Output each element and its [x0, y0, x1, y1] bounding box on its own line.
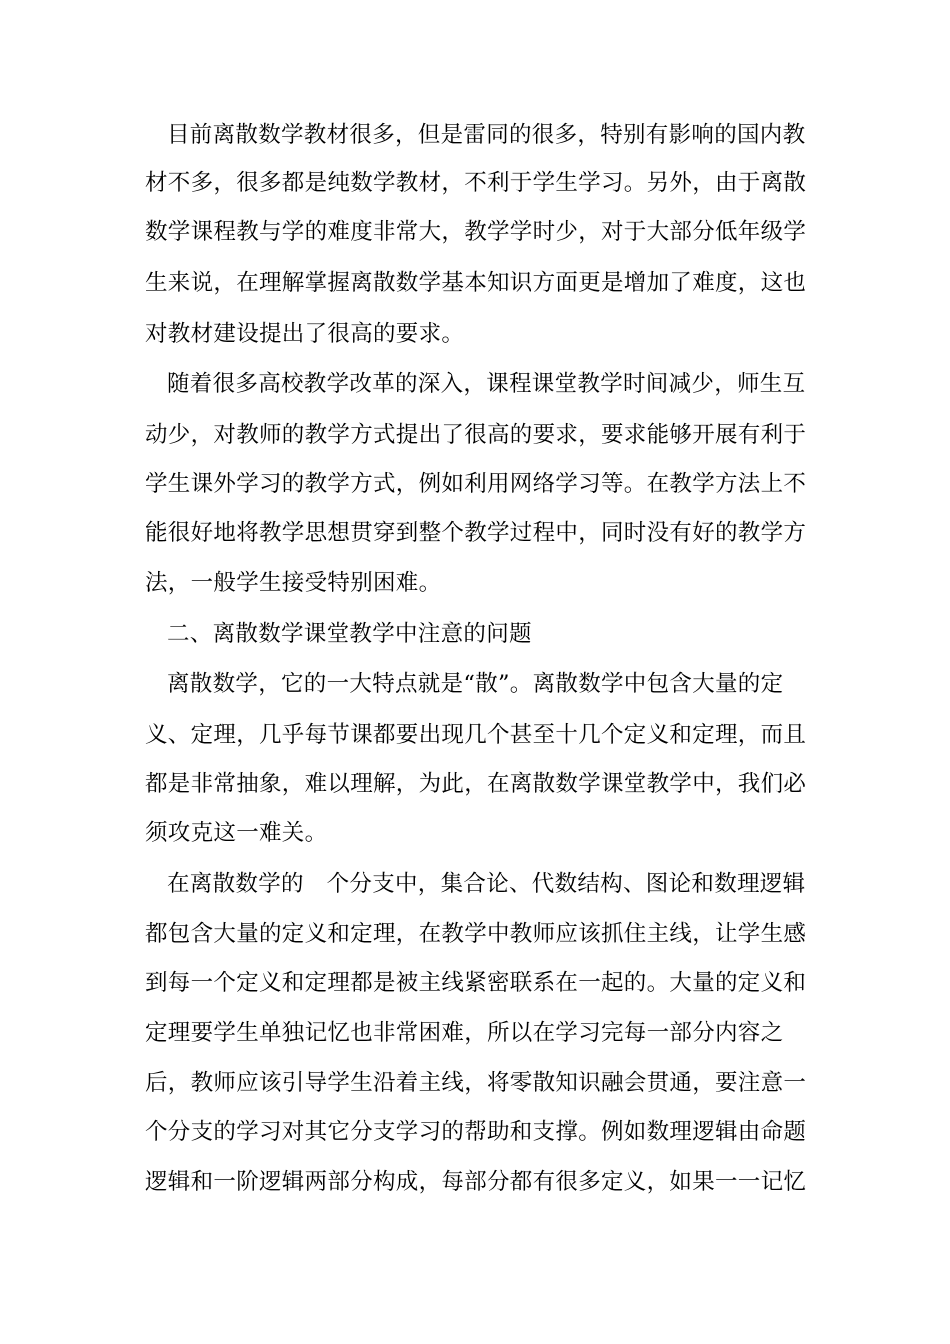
- paragraph-line: 到每一个定义和定理都是被主线紧密联系在一起的。大量的定义和: [145, 970, 807, 996]
- paragraph-line: 逻辑和一阶逻辑两部分构成，每部分都有很多定义，如果一一记忆: [145, 1169, 807, 1195]
- paragraph-line: 动少，对教师的教学方式提出了很高的要求，要求能够开展有利于: [145, 422, 807, 448]
- paragraph-line: 义、定理，几乎每节课都要出现几个甚至十几个定义和定理，而且: [145, 722, 807, 748]
- section-heading: 二、离散数学课堂教学中注意的问题: [167, 621, 532, 647]
- paragraph-line: 目前离散数学教材很多，但是雷同的很多，特别有影响的国内教: [167, 122, 806, 148]
- paragraph-line: 材不多，很多都是纯数学教材，不利于学生学习。另外，由于离散: [145, 170, 807, 196]
- paragraph-line: 个分支的学习对其它分支学习的帮助和支撑。例如数理逻辑由命题: [145, 1119, 807, 1145]
- paragraph-line: 法，一般学生接受特别困难。: [145, 570, 442, 596]
- paragraph-line: 能很好地将教学思想贯穿到整个教学过程中，同时没有好的教学方: [145, 520, 807, 546]
- paragraph-line: 生来说，在理解掌握离散数学基本知识方面更是增加了难度，这也: [145, 270, 807, 296]
- paragraph-line: 须攻克这一难关。: [145, 820, 328, 846]
- paragraph-line: 都包含大量的定义和定理，在教学中教师应该抓住主线，让学生感: [145, 921, 807, 947]
- paragraph-line: 数学课程教与学的难度非常大，教学学时少，对于大部分低年级学: [145, 219, 807, 245]
- paragraph-line: 学生课外学习的教学方式，例如利用网络学习等。在教学方法上不: [145, 471, 807, 497]
- paragraph-line: 后，教师应该引导学生沿着主线，将零散知识融会贯通，要注意一: [145, 1070, 807, 1096]
- paragraph-line: 在离散数学的 个分支中，集合论、代数结构、图论和数理逻辑: [167, 871, 806, 897]
- paragraph-line: 定理要学生单独记忆也非常困难，所以在学习完每一部分内容之: [145, 1020, 784, 1046]
- paragraph-line: 离散数学，它的一大特点就是“散”。离散数学中包含大量的定: [167, 671, 784, 697]
- paragraph-line: 对教材建设提出了很高的要求。: [145, 321, 465, 347]
- paragraph-line: 随着很多高校教学改革的深入，课程课堂教学时间减少，师生互: [167, 371, 806, 397]
- paragraph-line: 都是非常抽象，难以理解，为此，在离散数学课堂教学中，我们必: [145, 771, 807, 797]
